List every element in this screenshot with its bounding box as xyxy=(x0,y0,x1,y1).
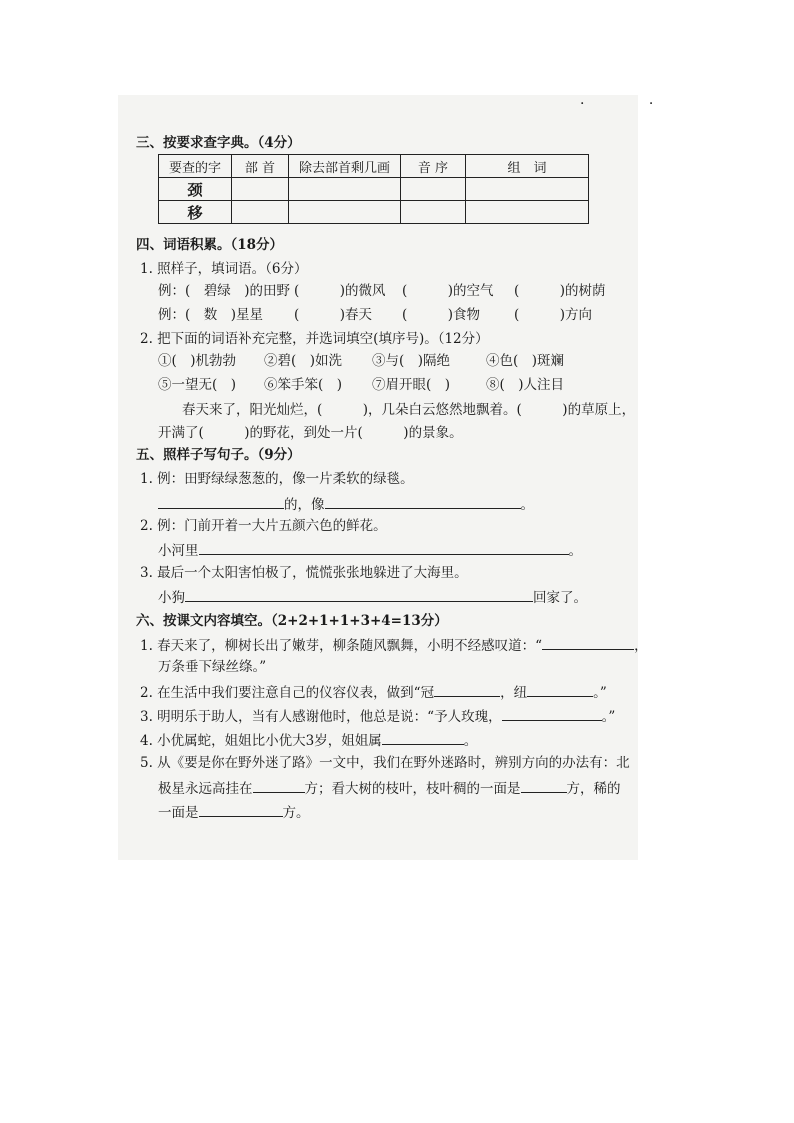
question-text: 。” xyxy=(593,685,607,701)
answer-blank[interactable] xyxy=(434,682,500,697)
answer-cell[interactable] xyxy=(232,201,289,224)
answer-blank[interactable] xyxy=(185,587,533,602)
answer-blank[interactable] xyxy=(521,778,567,793)
answer-cell[interactable] xyxy=(289,178,401,201)
answer-blank[interactable] xyxy=(253,778,305,793)
header-cell: 要查的字 xyxy=(159,155,232,178)
question-text: ，纽 xyxy=(500,685,528,701)
question-6-5: 5. 从《要是你在野外迷了路》一文中，我们在野外迷路时，辨别方向的办法有：北 xyxy=(140,755,630,771)
answer-cell[interactable] xyxy=(401,201,466,224)
question-6-1 xyxy=(140,635,648,655)
corner-dots: · · xyxy=(580,96,684,112)
example-row2-item: ( )方向 xyxy=(514,307,593,323)
question-text: 。” xyxy=(601,709,616,725)
answer-line-3 xyxy=(158,587,587,607)
answer-line-1 xyxy=(158,494,534,514)
question-6-5-line2 xyxy=(158,778,621,798)
example-row1-item: ( )的微风 xyxy=(294,283,386,299)
example-row2-item: ( )食物 xyxy=(402,307,481,323)
question-text: 4. 小优属蛇，姐姐比小优大3岁，姐姐属 xyxy=(140,733,382,749)
answer-line-2 xyxy=(158,540,582,560)
header-cell: 音 序 xyxy=(401,155,466,178)
question-text: 方；看大树的枝叶，枝叶稠的一面是 xyxy=(304,781,521,797)
header-cell: 部 首 xyxy=(232,155,289,178)
table-row xyxy=(159,178,589,201)
example-sentence-3: 3. 最后一个太阳害怕极了，慌慌张张地躲进了大海里。 xyxy=(140,565,468,581)
answer-text: 的，像 xyxy=(284,497,325,513)
answer-blank[interactable] xyxy=(199,540,569,555)
question-text: 方。 xyxy=(282,805,310,821)
fill-paragraph-line2: 开满了( )的野花，到处一片( )的景象。 xyxy=(158,425,463,441)
example-row2-item: ( )春天 xyxy=(294,307,373,323)
idiom-item: ④色( )斑斓 xyxy=(486,353,565,369)
idiom-item: ③与( )隔绝 xyxy=(372,353,451,369)
question-text: 1. 春天来了，柳树长出了嫩芽，柳条随风飘舞，小明不经感叹道：“ xyxy=(140,638,543,654)
idiom-item: ⑧( )人注目 xyxy=(486,377,565,393)
table-header-row xyxy=(159,155,589,178)
question-6-3 xyxy=(140,706,615,726)
question-6-1-cont: 万条垂下绿丝绦。” xyxy=(158,659,267,675)
question-text: 3. 明明乐于助人，当有人感谢他时，他总是说：“予人玫瑰， xyxy=(140,709,502,725)
answer-blank[interactable] xyxy=(502,706,602,721)
idiom-item: ⑦眉开眼( ) xyxy=(372,377,451,393)
answer-blank[interactable] xyxy=(527,682,593,697)
answer-cell[interactable] xyxy=(401,178,466,201)
section6-title: 六、按课文内容填空。（2+2+1+1+3+4=13分） xyxy=(136,613,448,629)
answer-cell[interactable] xyxy=(289,201,401,224)
example-row1-item: 例：( 碧绿 )的田野 xyxy=(158,283,291,299)
question-text: 极星永远高挂在 xyxy=(158,781,253,797)
idiom-item: ①( )机勃勃 xyxy=(158,353,237,369)
answer-blank[interactable] xyxy=(158,494,284,509)
question-text: 一面是 xyxy=(158,805,199,821)
example-row2-item: 例：( 数 )星星 xyxy=(158,307,264,323)
answer-text: 。 xyxy=(520,497,534,513)
question-4-2: 2. 把下面的词语补充完整，并选词填空(填序号)。（12分） xyxy=(140,331,489,347)
question-text: 方，稀的 xyxy=(566,781,621,797)
answer-blank[interactable] xyxy=(382,730,464,745)
idiom-item: ②碧( )如洗 xyxy=(264,353,343,369)
question-text: ， xyxy=(634,638,648,654)
table-row xyxy=(159,201,589,224)
header-cell: 除去部首剩几画 xyxy=(289,155,401,178)
example-sentence-1: 1. 例：田野绿绿葱葱的，像一片柔软的绿毯。 xyxy=(140,471,414,487)
question-6-2 xyxy=(140,682,607,702)
answer-blank[interactable] xyxy=(542,635,634,650)
example-row1-item: ( )的空气 xyxy=(402,283,494,299)
idiom-item: ⑤一望无( ) xyxy=(158,377,237,393)
answer-blank[interactable] xyxy=(325,494,521,509)
question-4-1: 1. 照样子，填词语。（6分） xyxy=(140,261,308,277)
answer-text: 。 xyxy=(568,543,582,559)
answer-cell[interactable] xyxy=(466,201,589,224)
char-cell: 颈 xyxy=(159,178,232,201)
question-6-5-line3 xyxy=(158,802,310,822)
answer-blank[interactable] xyxy=(199,802,283,817)
question-6-4 xyxy=(140,730,477,750)
dictionary-table xyxy=(158,154,589,224)
fill-paragraph-line1: 春天来了，阳光灿烂，( )，几朵白云悠然地飘着。( )的草原上， xyxy=(182,402,636,418)
example-sentence-2: 2. 例：门前开着一大片五颜六色的鲜花。 xyxy=(140,518,387,534)
answer-text: 回家了。 xyxy=(533,590,587,606)
question-text: 。 xyxy=(463,733,478,749)
answer-text: 小狗 xyxy=(158,590,185,606)
header-cell: 组 词 xyxy=(466,155,589,178)
answer-text: 小河里 xyxy=(158,543,199,559)
question-text: 2. 在生活中我们要注意自己的仪容仪表，做到“冠 xyxy=(140,685,435,701)
section4-title: 四、词语积累。（18分） xyxy=(136,237,284,253)
section3-title: 三、按要求查字典。（4分） xyxy=(136,135,301,151)
section5-title: 五、照样子写句子。（9分） xyxy=(136,447,301,463)
idiom-item: ⑥笨手笨( ) xyxy=(264,377,343,393)
answer-cell[interactable] xyxy=(232,178,289,201)
char-cell: 移 xyxy=(159,201,232,224)
answer-cell[interactable] xyxy=(466,178,589,201)
example-row1-item: ( )的树荫 xyxy=(514,283,606,299)
